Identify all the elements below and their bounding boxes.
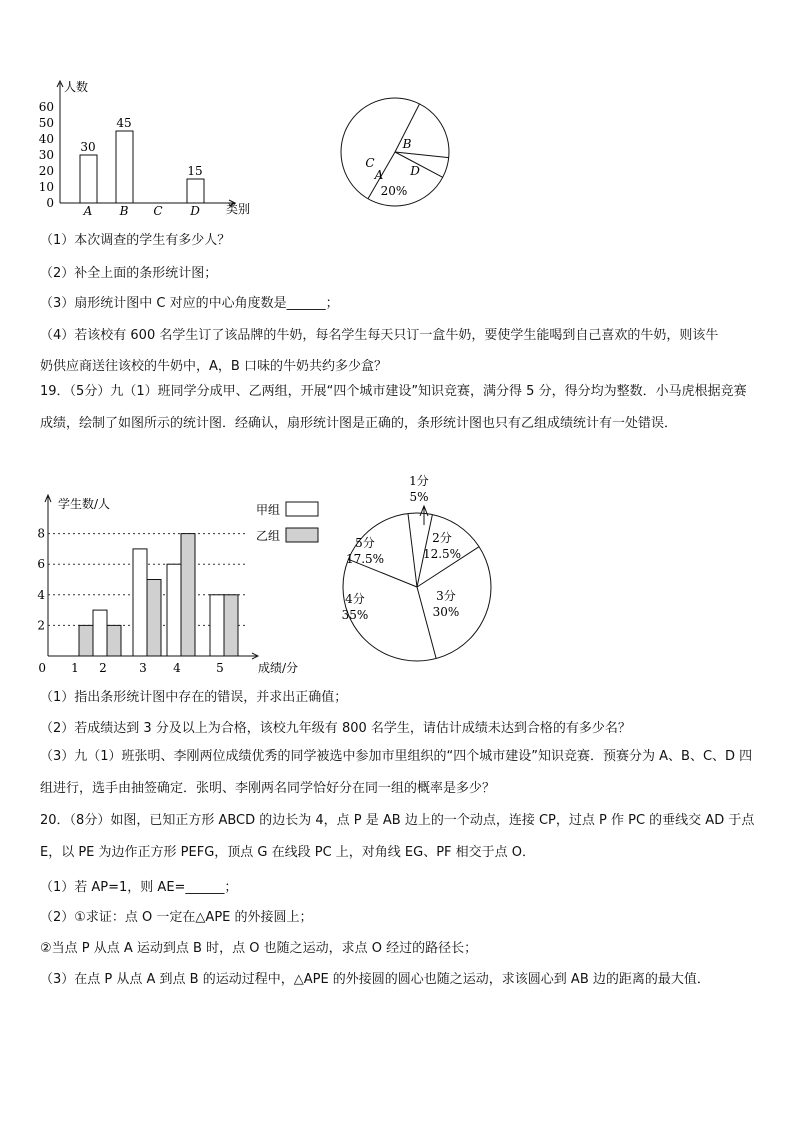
pie-label: A <box>374 168 384 182</box>
x-tick-label: 4 <box>173 661 181 675</box>
y-axis-label: 学生数/人 <box>58 497 111 511</box>
pie-percent-label: 5% <box>409 490 429 504</box>
data-label: 45 <box>116 116 132 130</box>
x-tick-label: D <box>190 204 200 218</box>
pie-chart-2 <box>335 470 495 670</box>
y-tick-label: 2 <box>37 618 45 633</box>
pie-label: 5分 <box>355 536 375 550</box>
bar-yi <box>224 595 238 656</box>
bar <box>187 179 204 203</box>
q18-part4-line1: （4）若该校有 600 名学生订了该品牌的牛奶，每名学生每天只订一盒牛奶，要使学生能喝到自己喜欢的牛奶，则该牛 <box>40 328 719 343</box>
pie-percent-label: 17.5% <box>345 552 385 566</box>
x-tick-label: 1 <box>71 661 79 675</box>
q20-part2-2: ②当点 P 从点 A 运动到点 B 时，点 O 也随之运动，求点 O 经过的路径长； <box>40 941 478 956</box>
x-tick-label: B <box>119 204 129 218</box>
q20-part2-1: （2）①求证：点 O 一定在△APE 的外接圆上； <box>40 910 313 925</box>
q18-part2: （2）补全上面的条形统计图； <box>40 266 218 281</box>
pie-label: 1分 <box>409 474 429 488</box>
bar-yi <box>107 625 121 656</box>
bar-chart-1 <box>30 75 270 220</box>
x-axis-label: 类别 <box>226 202 251 216</box>
y-tick-label: 8 <box>37 526 45 541</box>
q20-part1: （1）若 AP=1，则 AE=______； <box>40 880 238 895</box>
q19-part2: （2）若成绩达到 3 分及以上为合格，该校九年级有 800 名学生，请估计成绩未达到合格的有多少名？ <box>40 721 631 736</box>
bar-yi <box>147 580 161 657</box>
x-tick-label: 2 <box>99 661 107 675</box>
bar-jia <box>133 549 147 656</box>
x-tick-label: 3 <box>139 661 147 675</box>
y-tick-label: 6 <box>37 557 45 572</box>
data-label: 30 <box>80 140 96 154</box>
pie-label: C <box>365 156 375 170</box>
x-tick-label: C <box>153 204 163 218</box>
q19-part1: （1）指出条形统计图中存在的错误，并求出正确值； <box>40 690 348 705</box>
pie-label: B <box>402 137 412 151</box>
y-tick-label: 0 <box>46 196 54 210</box>
pie-label: D <box>410 164 420 178</box>
q20-part3: （3）在点 P 从点 A 到点 B 的运动过程中，△APE 的外接圆的圆心也随之运动，求该圆心到 AB 边的距离的最大值． <box>40 972 710 987</box>
pie-chart-1 <box>330 85 460 215</box>
bar-jia <box>210 595 224 656</box>
bar-yi <box>79 625 93 656</box>
y-tick-label: 10 <box>38 180 54 194</box>
q19-intro: 19．（5分）九（1）班同学分成甲、乙两组，开展“四个城市建设”知识竞赛，满分得 5 分，得分均为整数．小马虎根据竞赛成绩，绘制了如图所示的统计图．经确认，扇形统计图是正确的，条形统计图也只有乙组成绩统计有一处错误． <box>40 384 747 431</box>
bar-jia <box>93 610 107 656</box>
q20-intro: 20．（8分）如图，已知正方形 ABCD 的边长为 4，点 P 是 AB 边上的一个动点，连接 CP，过点 P 作 PC 的垂线交 AD 于点 E，以 PE 为边作正方形 PEFG，顶点 G 在线段 PC 上，对角线 EG、PF 相交于点 O． <box>40 813 755 860</box>
y-tick-label: 60 <box>38 100 54 114</box>
legend-label: 乙组 <box>256 529 281 543</box>
q18-part4-line2: 奶供应商送往该校的牛奶中，A，B 口味的牛奶共约多少盒？ <box>40 359 387 374</box>
pie-label: 3分 <box>436 589 456 603</box>
y-tick-label: 30 <box>38 148 54 162</box>
legend-swatch <box>286 528 318 542</box>
legend-swatch <box>286 502 318 516</box>
y-tick-label: 4 <box>37 587 45 602</box>
bar-yi <box>181 534 195 656</box>
q19-part3: （3）九（1）班张明、李刚两位成绩优秀的同学被选中参加市里组织的“四个城市建设”知识竞赛．预赛分为 A、B、C、D 四组进行，选手由抽签确定．张明、李刚两名同学恰好分在同一组的概率是多少？ <box>40 749 753 796</box>
q18-part1: （1）本次调查的学生有多少人？ <box>40 233 231 248</box>
y-tick-label: 0 <box>38 661 46 675</box>
x-tick-label: A <box>83 204 93 218</box>
x-axis-label: 成绩/分 <box>258 661 299 675</box>
pie-label: 2分 <box>432 531 452 545</box>
pie-label: 4分 <box>345 592 365 606</box>
bar <box>80 155 97 203</box>
data-label: 15 <box>187 164 203 178</box>
x-tick-label: 5 <box>216 661 224 675</box>
pie-percent-label: 20% <box>380 184 408 198</box>
y-tick-label: 20 <box>38 164 54 178</box>
y-tick-label: 50 <box>38 116 54 130</box>
bar <box>116 131 133 203</box>
y-axis-label: 人数 <box>64 80 89 94</box>
pie-percent-label: 30% <box>432 605 460 619</box>
bar-chart-2 <box>30 490 330 682</box>
y-tick-label: 40 <box>38 132 54 146</box>
bar-jia <box>167 564 181 656</box>
q18-part3: （3）扇形统计图中 C 对应的中心角度数是______； <box>40 296 339 311</box>
pie-percent-label: 35% <box>341 608 369 622</box>
pie-percent-label: 12.5% <box>422 547 462 561</box>
legend-label: 甲组 <box>256 503 281 517</box>
